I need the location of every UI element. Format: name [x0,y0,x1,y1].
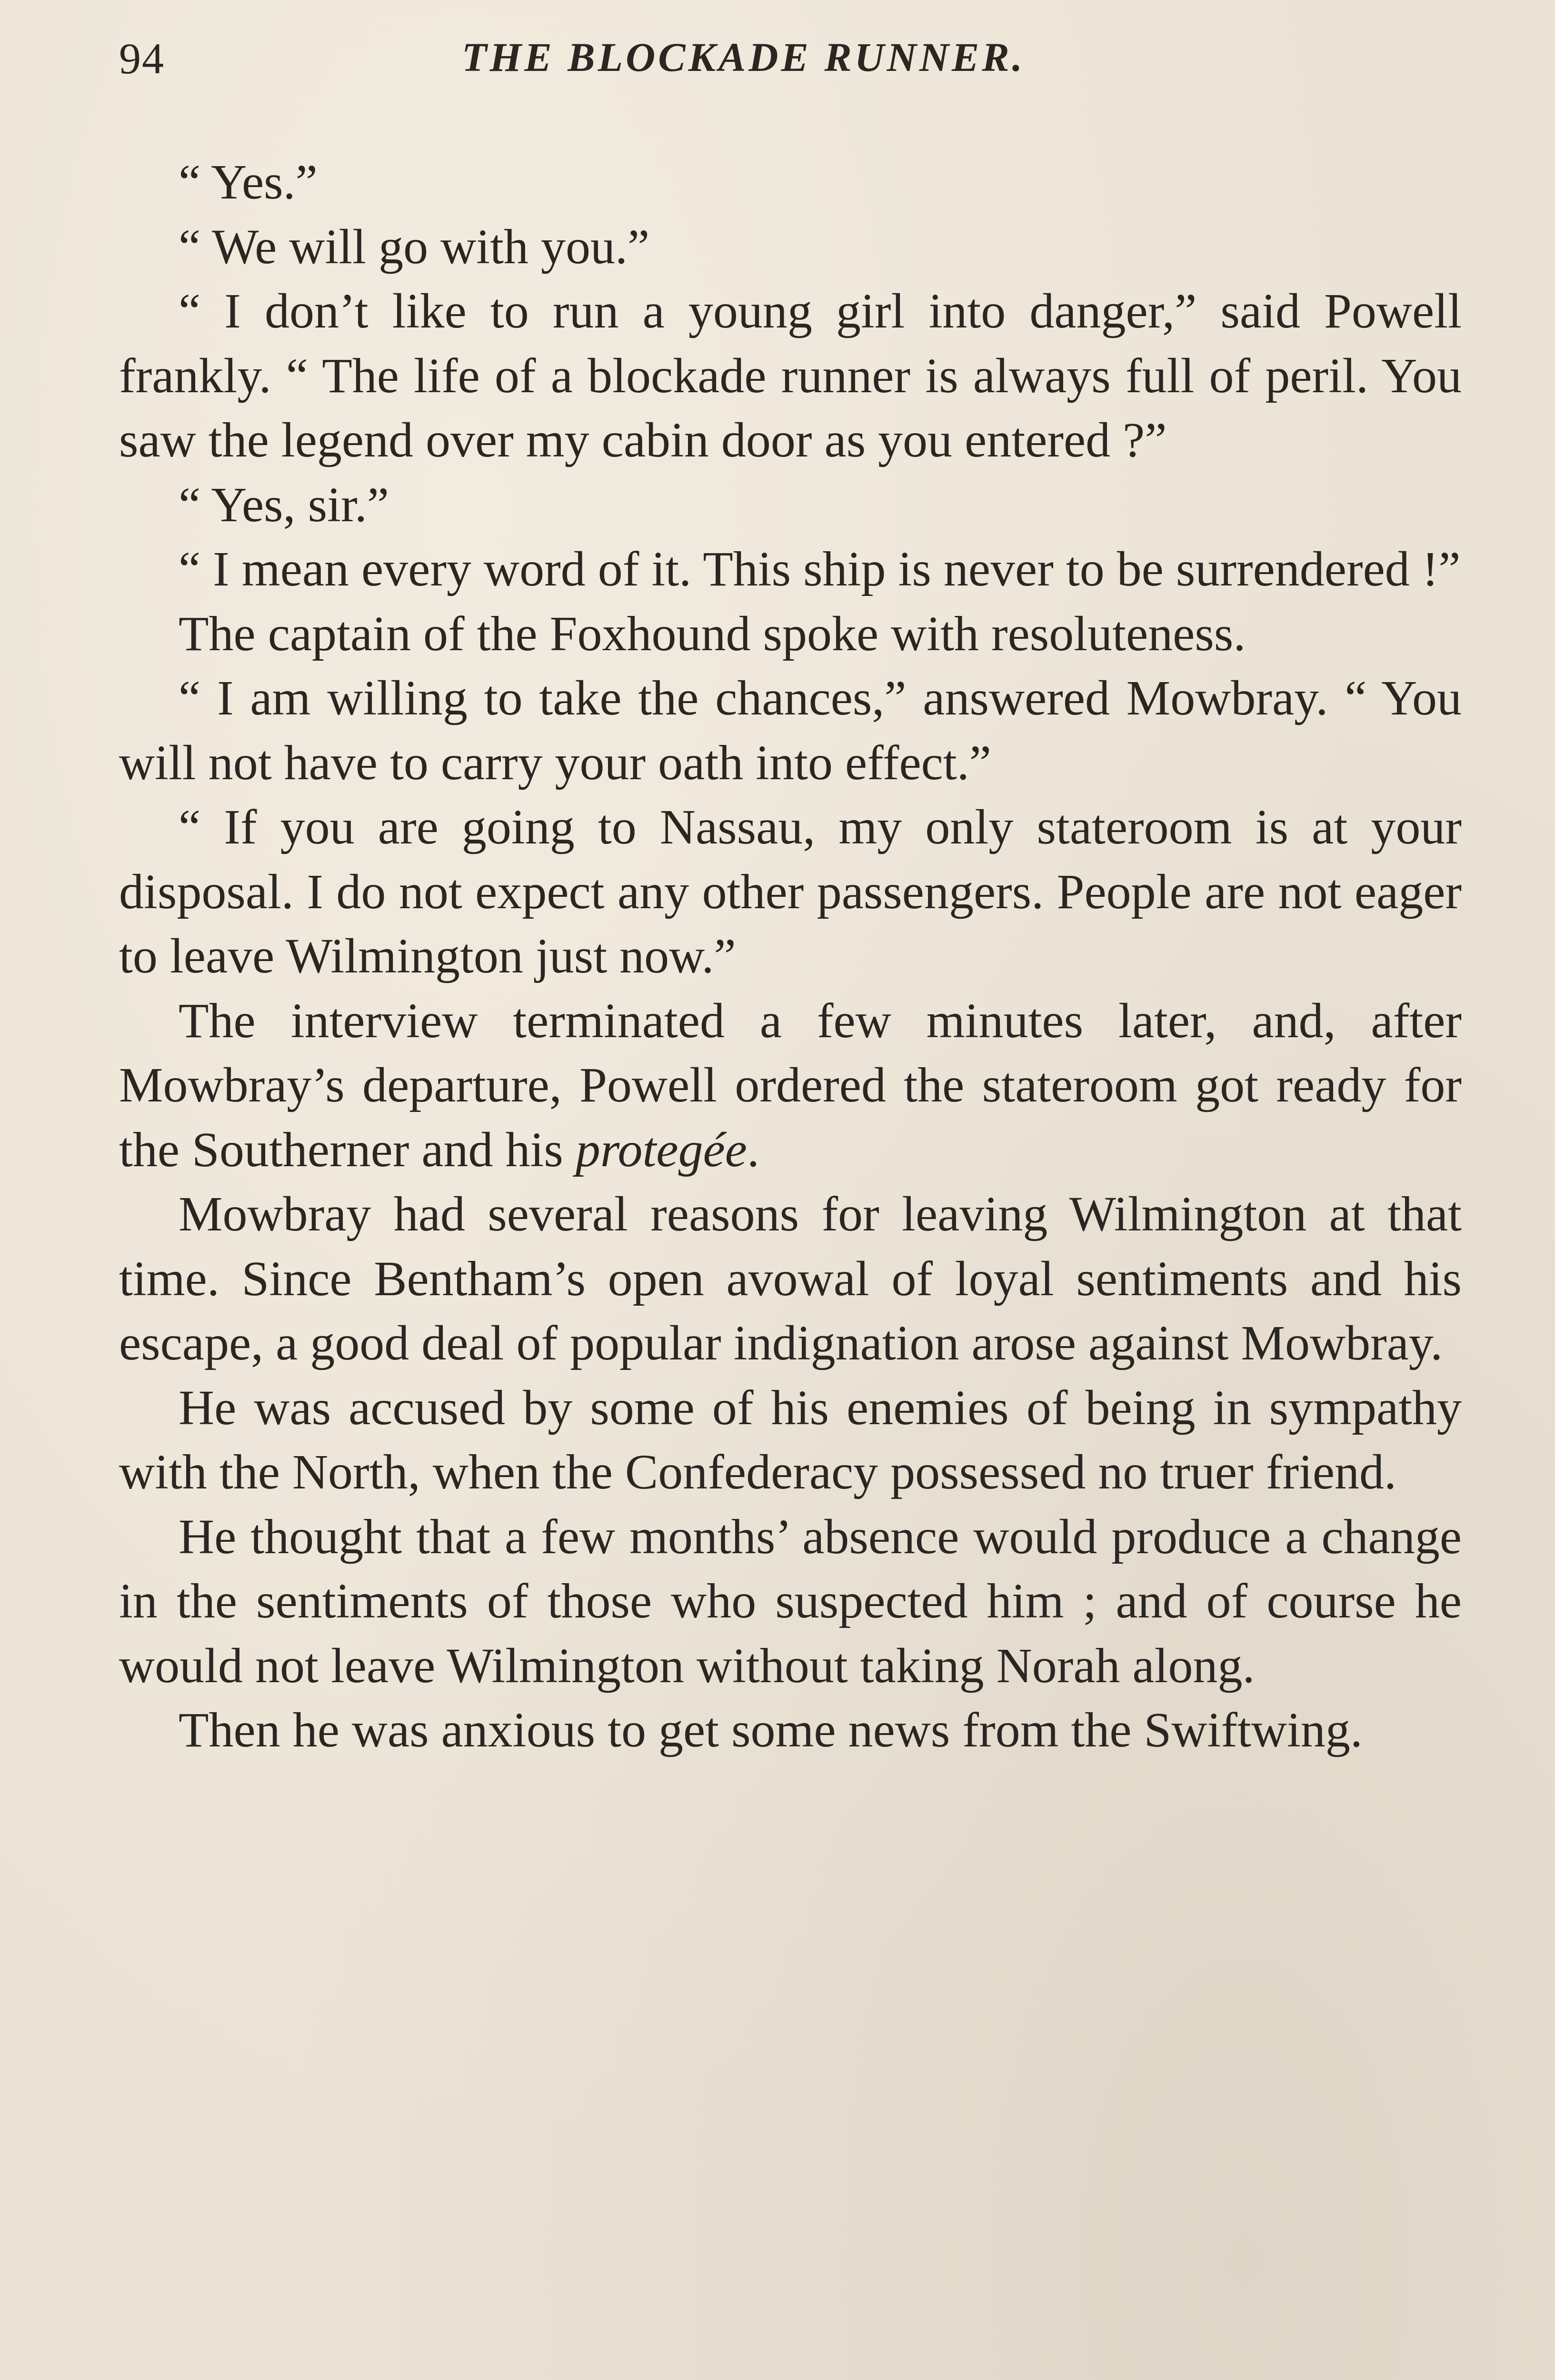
paragraph: “ If you are going to Nassau, my only stateroom is at your disposal. I do not expect any other passengers. People are not eager to leave Wilmington just now.” [119,800,1462,983]
page-header [119,33,1462,95]
paragraph: He thought that a few months’ absence would produce a change in the sentiments of those who suspected him ; and of course he would not leave Wilmington without taking Norah along. [119,1509,1462,1693]
paragraph: Then he was anxious to get some news from the Swiftwing. [179,1703,1363,1757]
paragraph: “ We will go with you.” [179,219,650,274]
paragraph: The captain of the Foxhound spoke with resoluteness. [179,606,1246,661]
paragraph: He was accused by some of his enemies of being in sympathy with the North, when the Confederacy possessed no truer friend. [119,1380,1462,1499]
paragraph [119,989,1462,1182]
paragraph: “ Yes.” [179,155,318,209]
italic-word: protegée [575,1122,747,1177]
paragraph: Mowbray had several reasons for leaving Wilmington at that time. Since Bentham’s open avowal of loyal sentiments and his escape, a good deal of popular indignation arose against Mowbray. [119,1187,1462,1370]
body-text [119,150,1462,1763]
page-number: 94 [119,34,165,83]
paragraph: “ I mean every word of it. This ship is never to be surrendered !” [179,542,1461,596]
paragraph: “ Yes, sir.” [179,477,389,532]
running-head: THE BLOCKADE RUNNER. [462,34,1026,80]
paragraph-text: The interview terminated a few minutes later, and, after Mowbray’s departure, Powell ordered the stateroom got ready for the Southerner and his [119,993,1462,1177]
paragraph: “ I am willing to take the chances,” answered Mowbray. “ You will not have to carry your oath into effect.” [119,671,1462,790]
paragraph: “ I don’t like to run a young girl into danger,” said Powell frankly. “ The life of a blockade runner is always full of peril. You saw the legend over my cabin door as you entered ?” [119,284,1462,467]
paragraph-text: . [747,1122,759,1177]
